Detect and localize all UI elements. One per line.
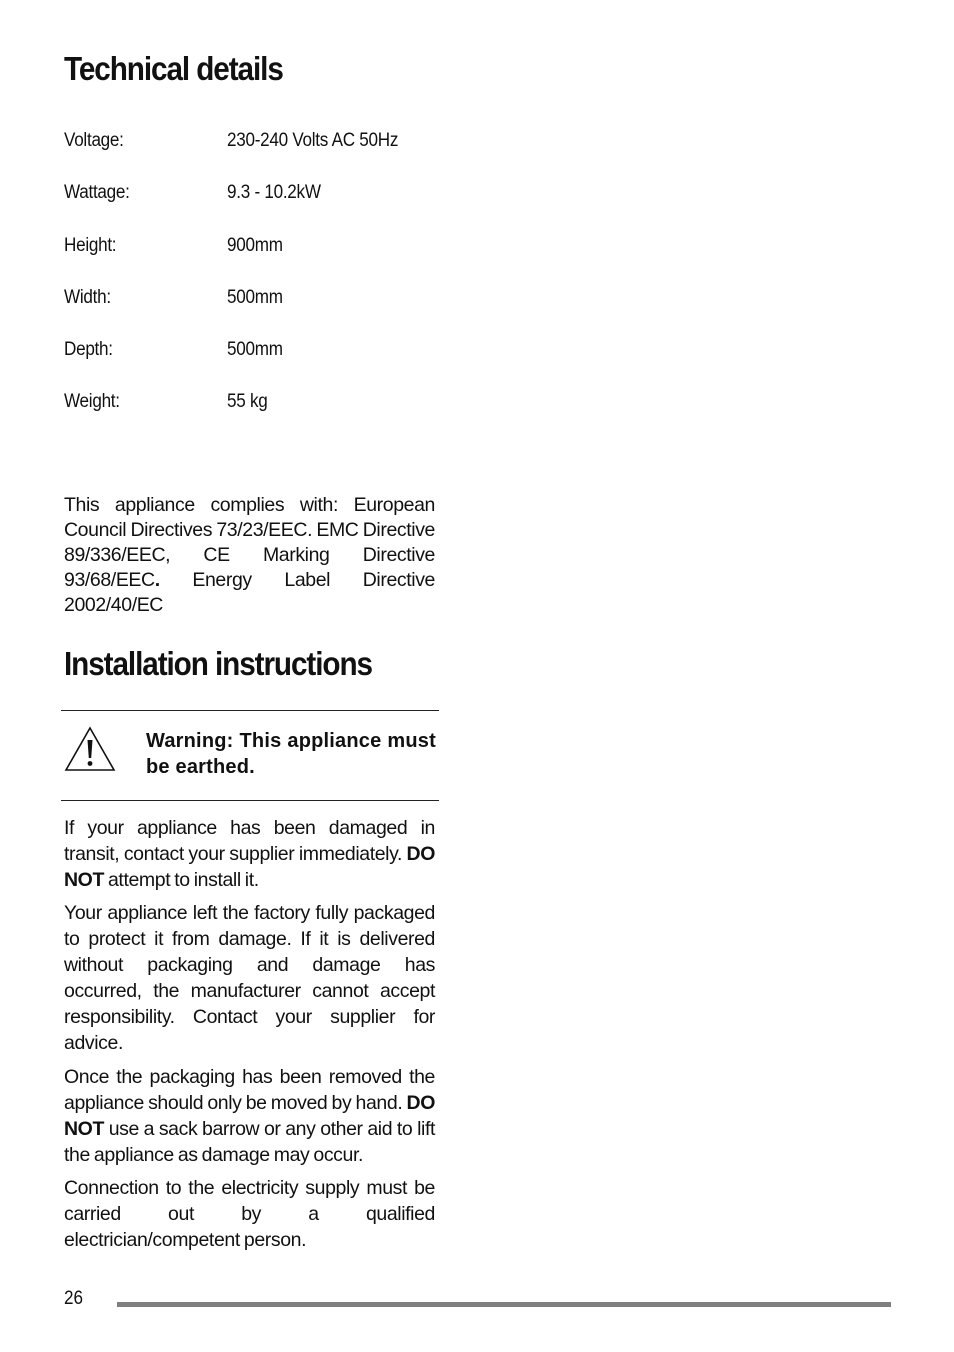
footer-bar xyxy=(117,1302,891,1307)
spec-label: Height: xyxy=(64,235,117,256)
compliance-text-a: This appliance complies with: European Council Directives 73/23/EEC. EMC Directive 89/336/EEC, CE Marking Directive 93/68/EEC xyxy=(64,494,435,591)
damage-text-b: attempt to install it. xyxy=(103,869,259,891)
warning-bottom-rule xyxy=(61,800,439,801)
spec-value: 55 kg xyxy=(227,391,268,412)
spec-value: 9.3 - 10.2kW xyxy=(227,182,321,203)
spec-label: Wattage: xyxy=(64,182,130,203)
spec-label: Weight: xyxy=(64,391,120,412)
installation-instructions-title: Installation instructions xyxy=(64,645,372,682)
compliance-text-b: Energy Label Directive 2002/40/EC xyxy=(64,569,435,616)
moving-text-a: Once the packaging has been removed the appliance should only be moved by hand. xyxy=(64,1066,435,1114)
compliance-dot: . xyxy=(154,569,160,591)
warning-top-rule xyxy=(61,710,439,711)
moving-do-not: DO NOT xyxy=(64,1092,435,1140)
spec-label: Voltage: xyxy=(64,130,124,151)
damage-text-a: If your appliance has been damaged in transit, contact your supplier immediately. xyxy=(64,817,435,865)
warning-message: Warning: This appliance must be earthed. xyxy=(146,730,436,778)
compliance-paragraph xyxy=(64,493,435,618)
technical-details-title: Technical details xyxy=(64,50,283,87)
electricity-paragraph: Connection to the electricity supply must be carried out by a qualified electrician/competent person. xyxy=(64,1177,435,1251)
spec-value: 500mm xyxy=(227,339,283,360)
damage-do-not: DO NOT xyxy=(64,843,435,891)
spec-label: Depth: xyxy=(64,339,113,360)
moving-paragraph xyxy=(64,1064,435,1168)
page-number: 26 xyxy=(64,1288,84,1309)
spec-value: 230-240 Volts AC 50Hz xyxy=(227,130,399,151)
spec-value: 500mm xyxy=(227,287,283,308)
damage-paragraph xyxy=(64,815,435,893)
spec-value: 900mm xyxy=(227,235,283,256)
moving-text-b: use a sack barrow or any other aid to lift the appliance as damage may occur. xyxy=(64,1118,435,1166)
packaging-paragraph: Your appliance left the factory fully packaged to protect it from damage. If it is delivered without packaging and damage has occurred, the manufacturer cannot accept responsibility. Contact your supplier for advice. xyxy=(64,902,435,1054)
warning-triangle-icon xyxy=(64,726,116,772)
spec-label: Width: xyxy=(64,287,111,308)
